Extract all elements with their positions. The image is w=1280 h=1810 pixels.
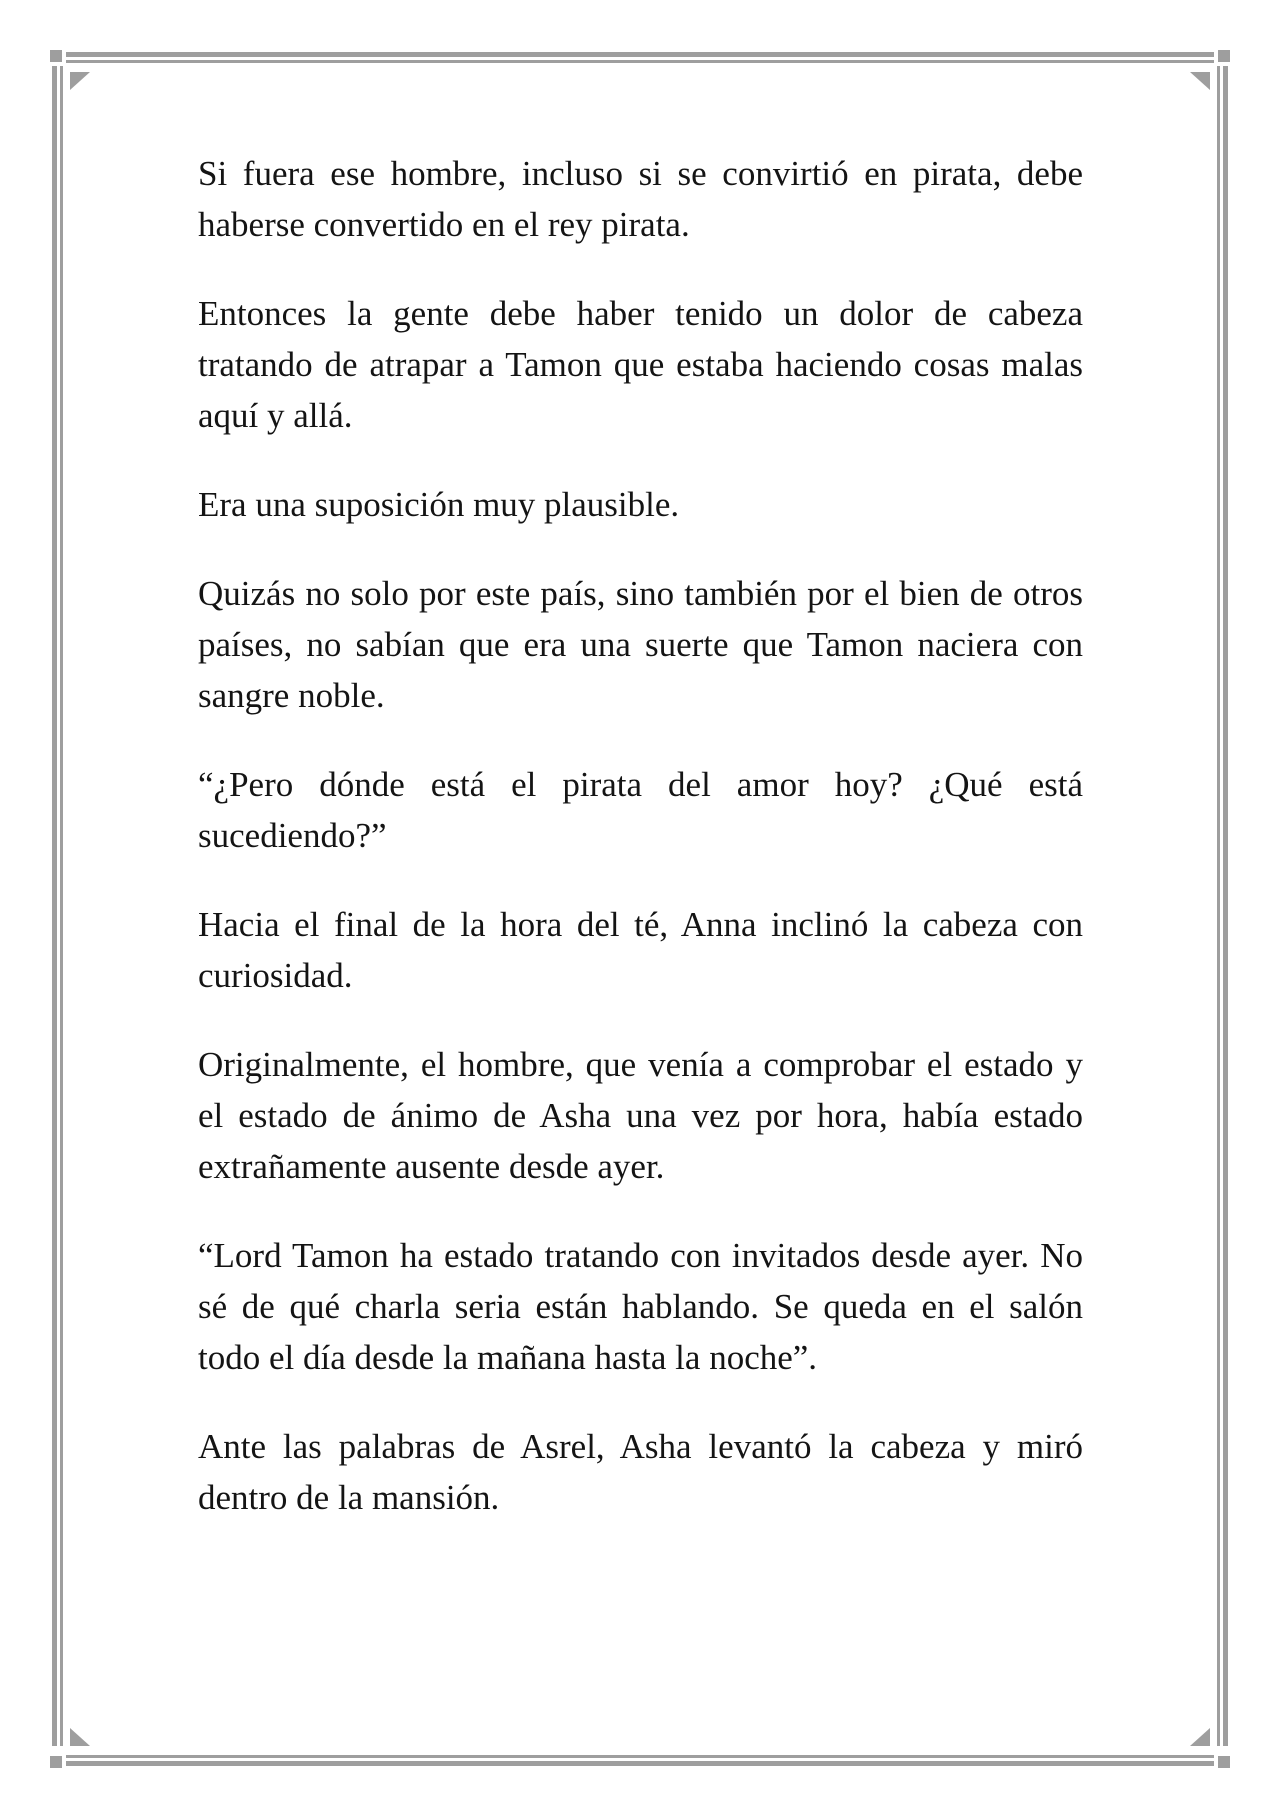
paragraph: “¿Pero dónde está el pirata del amor hoy? ¿Qué está sucediendo?” bbox=[198, 765, 1083, 855]
paragraph: Entonces la gente debe haber tenido un dolor de cabeza tratando de atrapar a Tamon que estaba haciendo cosas malas aquí y allá. bbox=[198, 294, 1083, 435]
paragraph: Quizás no solo por este país, sino también por el bien de otros países, no sabían que era una suerte que Tamon naciera con sangre noble. bbox=[198, 574, 1083, 715]
paragraph: Originalmente, el hombre, que venía a comprobar el estado y el estado de ánimo de Asha una vez por hora, había estado extrañamente ausente desde ayer. bbox=[198, 1045, 1083, 1186]
paragraph: Hacia el final de la hora del té, Anna inclinó la cabeza con curiosidad. bbox=[198, 905, 1083, 995]
paragraph: Si fuera ese hombre, incluso si se convirtió en pirata, debe haberse convertido en el rey pirata. bbox=[198, 154, 1083, 244]
paragraph: “Lord Tamon ha estado tratando con invitados desde ayer. No sé de qué charla seria están hablando. Se queda en el salón todo el día desde la mañana hasta la noche”. bbox=[198, 1236, 1083, 1377]
body-text bbox=[198, 148, 1083, 1561]
paragraph: Era una suposición muy plausible. bbox=[198, 485, 680, 524]
paragraph: Ante las palabras de Asrel, Asha levantó la cabeza y miró dentro de la mansión. bbox=[198, 1427, 1083, 1517]
